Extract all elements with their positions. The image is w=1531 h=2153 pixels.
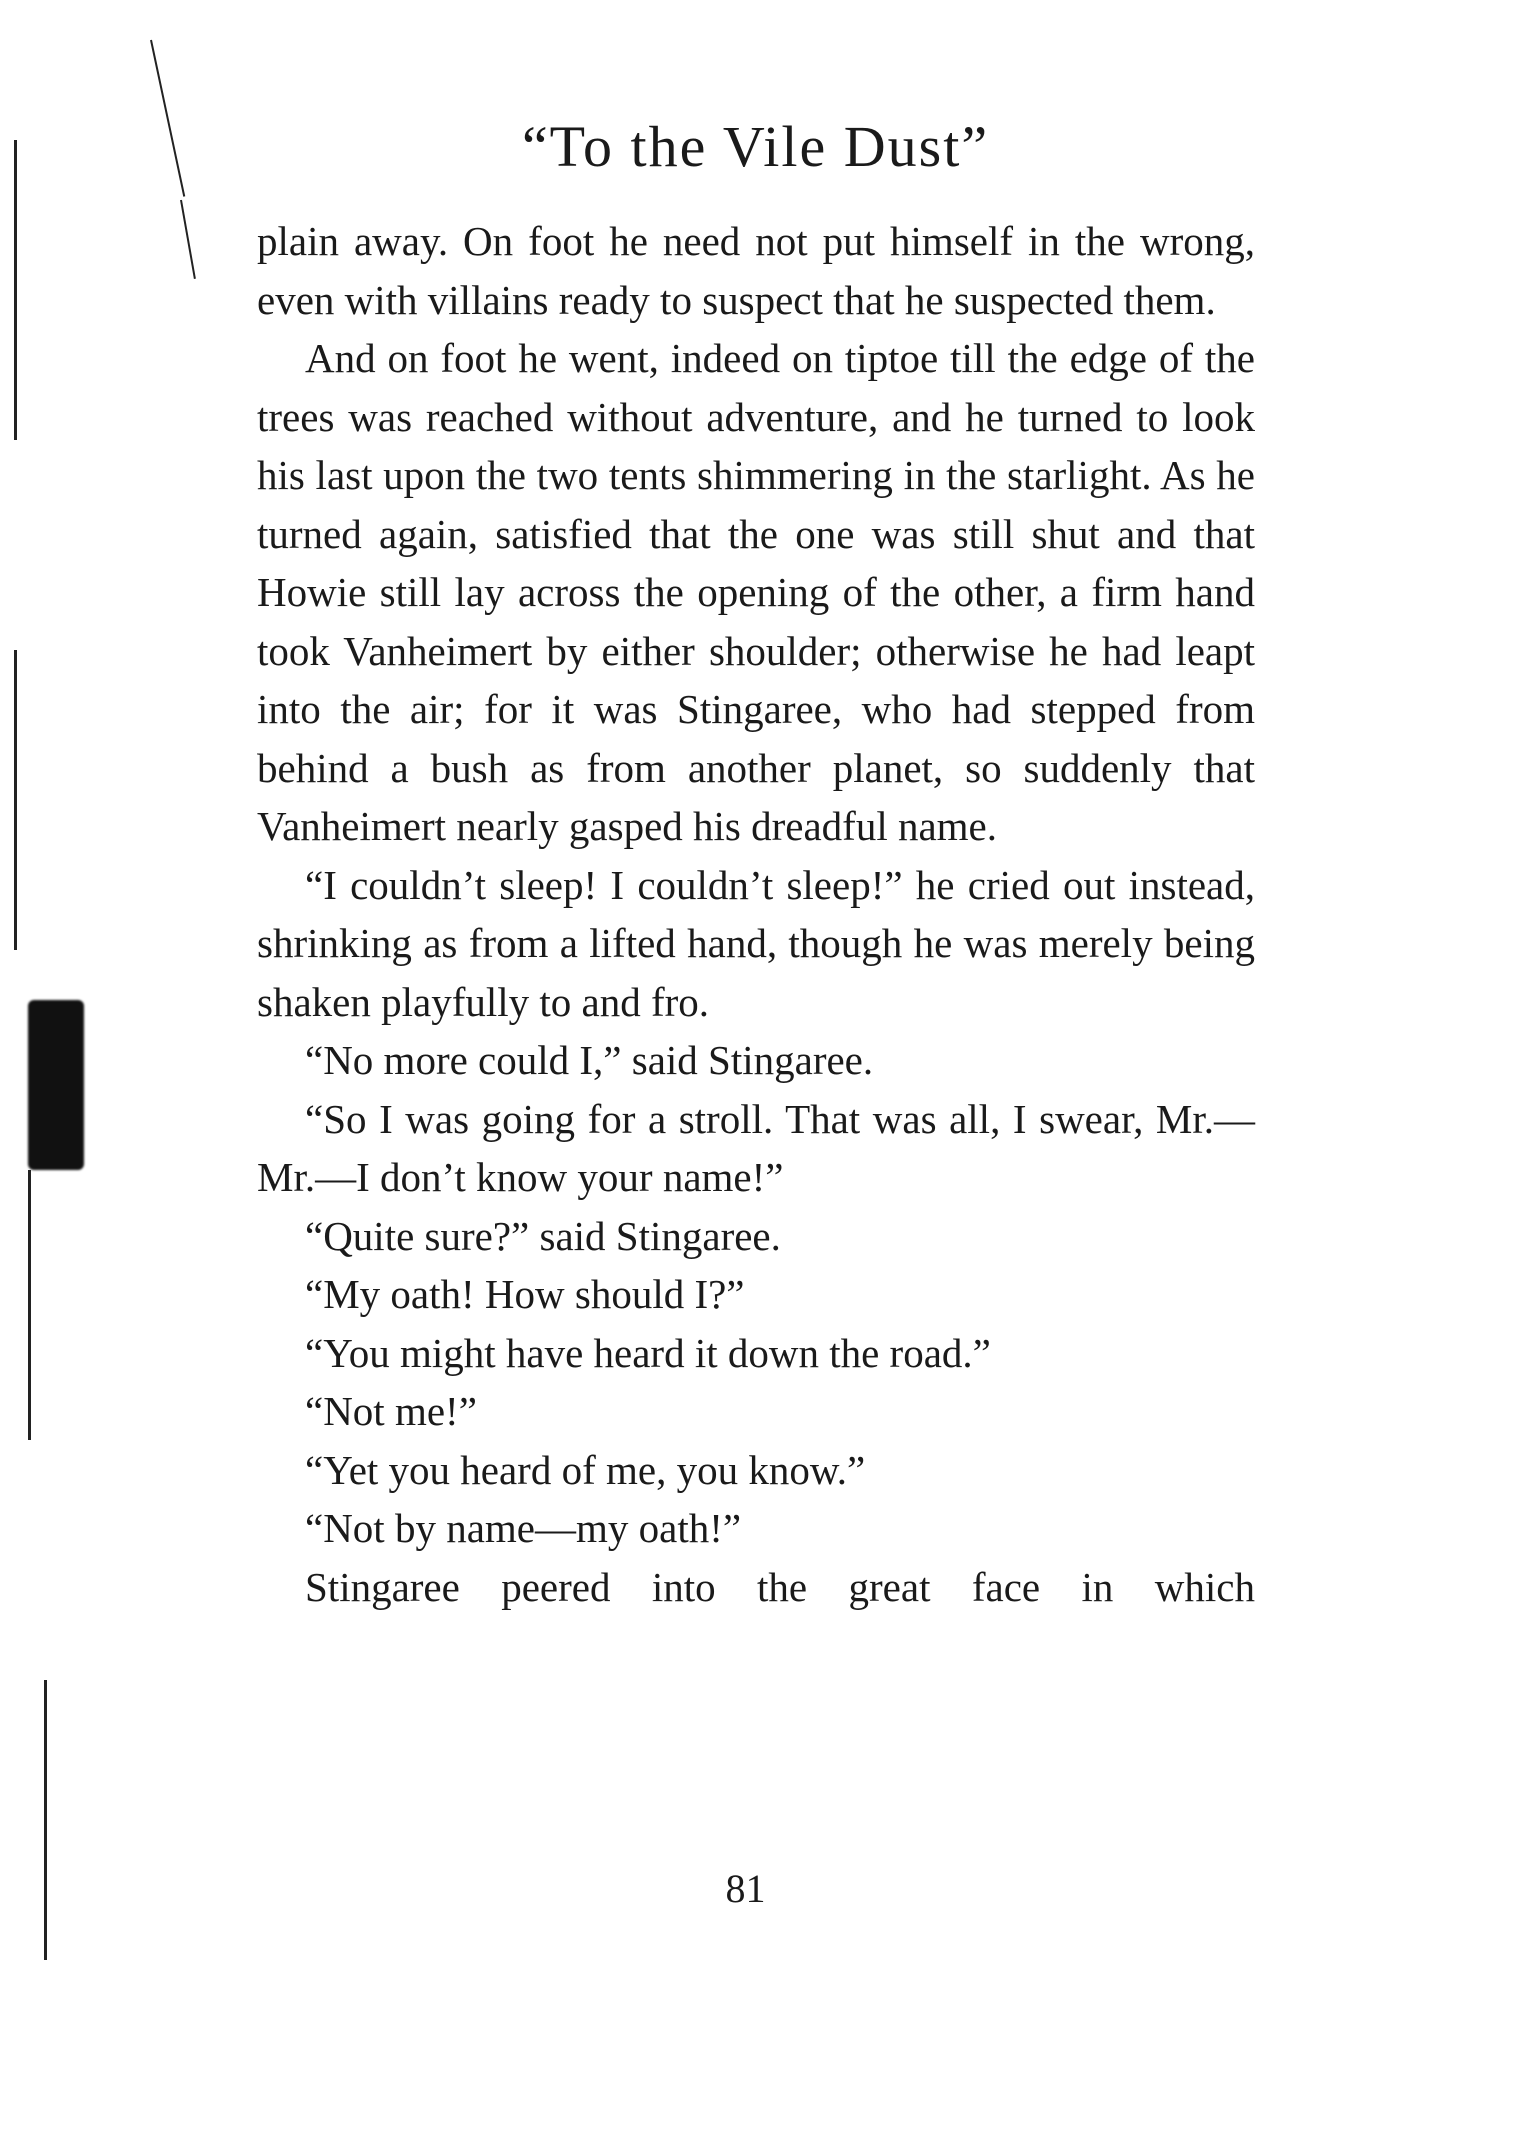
paragraph: “My oath! How should I?” [305, 1271, 745, 1317]
paragraph-continues: Stingaree peered into the great face in which [305, 1563, 1255, 1610]
scan-artifact-line [44, 1680, 47, 1960]
paragraph-continuation: plain away. On foot he need not put himself in the wrong, even with villains ready to suspect that he suspected them. [257, 218, 1255, 323]
body-text [257, 212, 1255, 1616]
paragraph: “Yet you heard of me, you know.” [305, 1446, 866, 1493]
paragraph: “Not by name—my oath!” [305, 1505, 742, 1551]
paragraph: And on foot he went, indeed on tiptoe till the edge of the trees was reached without adventure, and he turned to look his last upon the two tents shimmering in the starlight. As he turned again, satisfied that the one was still shut and that Howie still lay across the opening of the other, a firm hand took Vanheimert by either shoulder; otherwise he had leapt into the air; for it was Stingaree, who had stepped from behind a bush as from another planet, so suddenly that Vanheimert nearly gasped his dreadful name. [257, 335, 1255, 849]
paragraph: “So I was going for a stroll. That was all, I swear, Mr.—Mr.—I don’t know your name!” [257, 1095, 1255, 1200]
paragraph: “Quite sure?” said Stingaree. [305, 1212, 781, 1259]
running-head: “To the Vile Dust” [521, 114, 990, 179]
paragraph: “No more could I,” said Stingaree. [305, 1037, 874, 1083]
paragraph: “You might have heard it down the road.” [305, 1329, 991, 1376]
paragraph: “I couldn’t sleep! I couldn’t sleep!” he cried out instead, shrinking as from a lifted hand, though he was merely being shaken playfully to and fro. [257, 861, 1255, 1025]
scan-artifact-line [14, 650, 17, 950]
paragraph: “Not me!” [305, 1388, 477, 1434]
scan-artifact-line [14, 140, 17, 440]
scan-artifact-line [28, 1170, 31, 1440]
scan-artifact-line [180, 200, 196, 279]
page-number: 81 [725, 1866, 766, 1911]
scan-artifact-blot [28, 1000, 84, 1170]
